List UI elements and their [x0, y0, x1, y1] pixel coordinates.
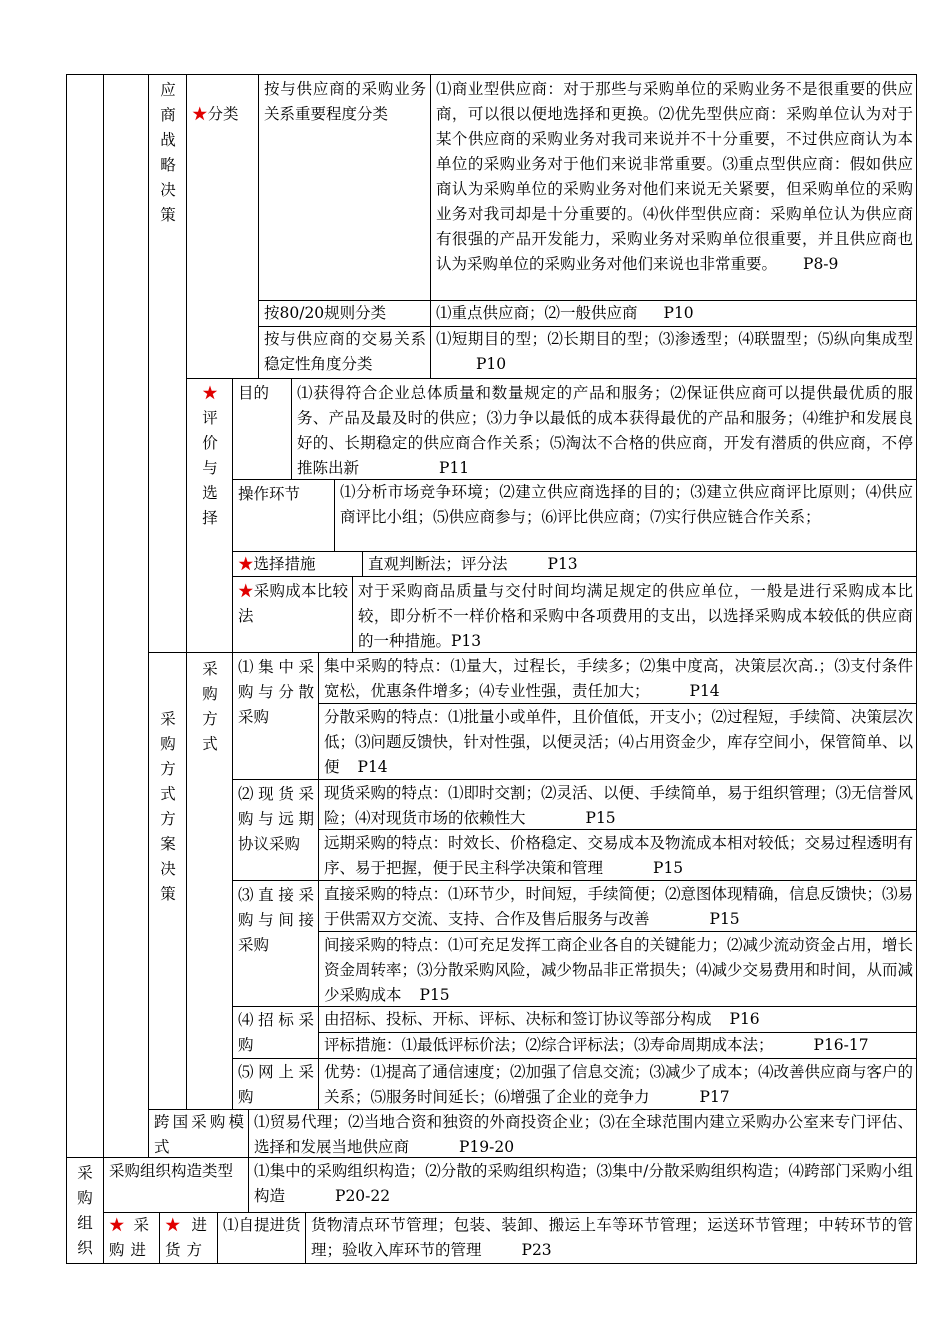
- cell-g2-item2: [318, 829, 917, 880]
- cell-procure-in: [103, 1212, 159, 1264]
- cell-strategy: [148, 74, 186, 378]
- purpose-text: ⑴获得符合企业总体质量和数量规定的产品和服务；⑵保证供应商可以提供最优质的服务、产品及最及时的供应；⑶力争以最低的成本获得最优的产品和服务；⑷维护和发展良好的、长期稳定的供应商合作关系；⑸淘汰不合格的供应商，开发有潜质的供应商，不停推陈出新 P11: [297, 384, 913, 477]
- cell-org: [66, 1157, 103, 1264]
- cell-purpose-text: [291, 378, 917, 479]
- purpose-label: 目的: [238, 384, 270, 402]
- cell-class-c-name: [258, 326, 430, 378]
- sel-text: 直观判断法；评分法 P13: [368, 555, 578, 573]
- cell-self-pickup-text: [305, 1212, 917, 1264]
- cell-class-c-text: [430, 326, 917, 378]
- group4-label: ⑷招标采购: [238, 1011, 314, 1054]
- self-pickup-text: 货物清点环节管理；包装、装卸、搬运上车等环节管理；运送环节管理；中转环节的管理；验收入库环节的管理 P23: [311, 1216, 913, 1259]
- cell-sel-text: [362, 551, 917, 576]
- cost-label: ★采购成本比较法: [238, 582, 348, 625]
- cell-method: [148, 652, 186, 1109]
- cell-g2-item1: [318, 779, 917, 829]
- star-icon: ★: [192, 105, 208, 123]
- g4-item1-text: 由招标、投标、开标、评标、决标和签订协议等部分构成 P16: [324, 1010, 760, 1028]
- group5-label: ⑸网上采购: [238, 1063, 314, 1106]
- procure-in-label: ★采购进: [109, 1216, 155, 1259]
- cell-evaluation: [186, 378, 232, 652]
- class-a-text: ⑴商业型供应商：对于那些与采购单位的采购业务不是很重要的供应商，可以很以便地选择和更换。⑵优先型供应商：采购单位认为对于某个供应商的采购业务对我司来说并不十分重要，不过供应商认为本单位的采购业务对于他们来说非常重要。⑶重点型供应商：假如供应商认为采购单位的采购业务对他们来说无关紧要，但采购单位的采购业务对我司却是十分重要的。⑷伙伴型供应商：采购单位认为供应商有很强的产品开发能力，采购业务对采购单位很重要，并且供应商也认为采购单位的采购业务对他们来说也非常重要。 P8-9: [436, 80, 913, 273]
- cell-g3-item1: [318, 880, 917, 931]
- cell-cost-text: [352, 576, 917, 652]
- g5-item1-text: 优势：⑴提高了通信速度；⑵加强了信息交流；⑶减少了成本；⑷改善供应商与客户的关系；⑸服务时间延长；⑹增强了企业的竞争力 P17: [324, 1063, 914, 1106]
- class-b-name: 按80/20规则分类: [264, 304, 387, 322]
- class-c-name: 按与供应商的交易关系稳定性角度分类: [264, 330, 426, 373]
- cross-label: 跨国采购模式: [154, 1113, 244, 1156]
- cell-g3-item2: [318, 931, 917, 1006]
- g1-item1-text: 集中采购的特点：⑴量大，过程长，手续多；⑵集中度高，决策层次高.；⑶支付条件宽松，优惠条件增多；⑷专业性强，责任加大； P14: [324, 657, 913, 700]
- classification-label: ★分类: [192, 105, 239, 123]
- cell-g4-item2: [318, 1032, 917, 1058]
- cell-g1-item1: [318, 652, 917, 703]
- col-rule-1: [103, 74, 104, 1264]
- cell-g5-item1: [318, 1058, 917, 1109]
- cell-purpose-label: [232, 378, 291, 479]
- g2-item1-text: 现货采购的特点：⑴即时交割；⑵灵活、以便、手续简单，易于组织管理；⑶无信誉风险；⑷对现货市场的依赖性大 P15: [324, 784, 914, 827]
- cell-class-a-text: [430, 74, 917, 300]
- cell-cross-text: [248, 1109, 917, 1157]
- cost-text: 对于采购商品质量与交付时间均满足规定的供应单位，一般是进行采购成本比较，即分析不一样价格和采购中各项费用的支出，以选择采购成本较低的供应商的一种措施。P13: [358, 582, 913, 650]
- group3-label: ⑶直接采购与间接采购: [238, 886, 314, 954]
- cell-stock-method: [159, 1212, 217, 1264]
- document-table: [66, 74, 917, 1264]
- cell-method-type: [186, 652, 232, 1109]
- star-icon: ★: [202, 384, 218, 402]
- cell-cost-label: [232, 576, 352, 652]
- cell-struct-text: [248, 1157, 917, 1212]
- class-a-name: 按与供应商的采购业务关系重要程度分类: [264, 80, 426, 123]
- stock-method-label: ★进货方: [165, 1216, 213, 1259]
- cell-classification: [186, 74, 258, 378]
- ops-label: 操作环节: [238, 485, 301, 503]
- cell-class-a-name: [258, 74, 430, 300]
- g4-item2-text: 评标措施：⑴最低评标价法；⑵综合评标法；⑶寿命周期成本法； P16-17: [324, 1036, 869, 1054]
- org-vertical-label: 采购组织: [77, 1164, 93, 1257]
- group2-label: ⑵现货采购与远期协议采购: [238, 785, 314, 853]
- cell-g1-item2: [318, 703, 917, 779]
- g1-item2-text: 分散采购的特点：⑴批量小或单件，且价值低，开支小；⑵过程短，手续简、决策层次低；⑶问题反馈快，针对性强，以便灵活；⑷占用资金少，库存空间小，保管简单、以便 P14: [324, 708, 914, 776]
- evaluation-vertical-label: ★评价与选择: [202, 384, 218, 527]
- struct-label: 采购组织构造类型: [109, 1162, 234, 1180]
- cell-group2-label: [232, 779, 318, 880]
- cell-group3-label: [232, 880, 318, 1006]
- group1-label: ⑴集中采购与分散采购: [238, 658, 314, 726]
- cell-cross-label: [148, 1109, 248, 1157]
- sel-label: ★选择措施: [238, 555, 316, 573]
- cell-struct-label: [103, 1157, 248, 1212]
- struct-text: ⑴集中的采购组织构造；⑵分散的采购组织构造；⑶集中/分散采购组织构造；⑷跨部门采购小组构造 P20-22: [254, 1162, 913, 1205]
- cell-self-pickup: [217, 1212, 305, 1264]
- strategy-vertical-label: 应商战略决策: [160, 81, 176, 224]
- cell-class-b-text: [430, 300, 917, 326]
- self-pickup-label: ⑴自提进货: [223, 1216, 301, 1234]
- method-vertical-label: 采购方式方案决策: [160, 710, 176, 903]
- cell-group5-label: [232, 1058, 318, 1109]
- class-b-text: ⑴重点供应商；⑵一般供应商 P10: [436, 304, 694, 322]
- cross-text: ⑴贸易代理；⑵当地合资和独资的外商投资企业；⑶在全球范围内建立采购办公室来专门评估、选择和发展当地供应商 P19-20: [254, 1113, 913, 1156]
- cell-ops-text: [334, 479, 917, 551]
- cell-sel-label: [232, 551, 362, 576]
- cell-group1-label: [232, 652, 318, 779]
- ops-text: ⑴分析市场竞争环境；⑵建立供应商选择的目的；⑶建立供应商评比原则；⑷供应商评比小组；⑸供应商参与；⑹评比供应商；⑺实行供应链合作关系；: [340, 483, 913, 526]
- star-icon: ★: [238, 555, 254, 573]
- star-icon: ★: [165, 1216, 192, 1234]
- g3-item2-text: 间接采购的特点：⑴可充足发挥工商企业各自的关键能力；⑵减少流动资金占用，增长资金周转率；⑶分散采购风险，减少物品非正常损失；⑷减少交易费用和时间，从而减少采购成本 P15: [324, 936, 914, 1004]
- g2-item2-text: 远期采购的特点：时效长、价格稳定、交易成本及物流成本相对较低；交易过程透明有序、易于把握，便于民主科学决策和管理 P15: [324, 834, 914, 877]
- cell-g4-item1: [318, 1006, 917, 1032]
- cell-class-b-name: [258, 300, 430, 326]
- star-icon: ★: [238, 582, 254, 600]
- cell-ops-label: [232, 479, 334, 551]
- cell-group4-label: [232, 1006, 318, 1058]
- class-c-text: ⑴短期目的型；⑵长期目的型；⑶渗透型；⑷联盟型；⑸纵向集成型P10: [436, 330, 913, 373]
- star-icon: ★: [109, 1216, 134, 1234]
- g3-item1-text: 直接采购的特点：⑴环节少，时间短，手续简便；⑵意图体现精确，信息反馈快；⑶易于供需双方交流、支持、合作及售后服务与改善 P15: [324, 885, 914, 928]
- method-type-vertical-label: 采购方式: [202, 660, 218, 753]
